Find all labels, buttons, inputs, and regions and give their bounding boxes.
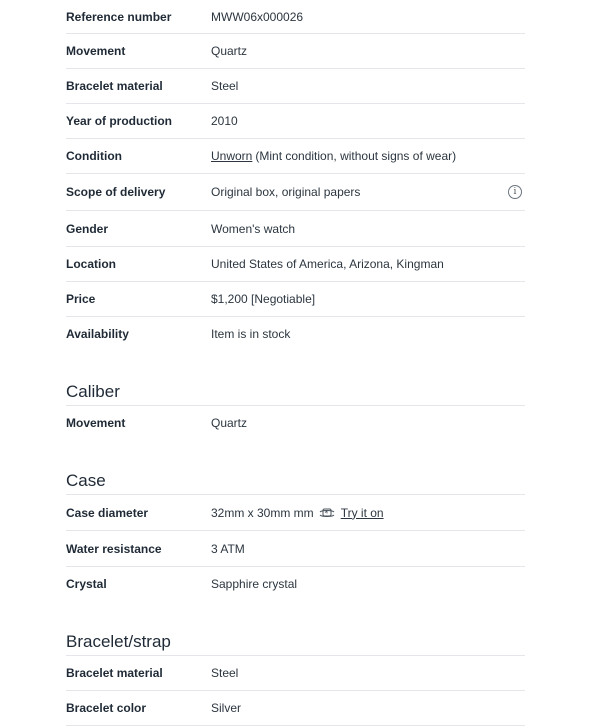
detail-label: Price [66,292,96,306]
detail-row-condition [66,139,525,174]
detail-label: Year of production [66,114,173,128]
case-row-case-diameter [66,495,525,531]
wrist-try-on-icon[interactable] [319,507,335,519]
section-heading-bracelet-strap: Bracelet/strap [66,632,171,651]
detail-value [211,149,456,163]
info-icon[interactable]: i [508,185,522,199]
basic-details-table [66,0,525,351]
detail-row-bracelet-material [66,69,525,104]
case-row-crystal [66,567,525,601]
detail-label: Gender [66,221,109,236]
detail-label: Bracelet color [66,701,147,715]
watch-details-sheet [66,0,525,726]
detail-row-price [66,282,525,317]
detail-label: Movement [66,416,126,430]
detail-value: Silver [211,701,242,715]
detail-value: 2010 [211,114,238,128]
bracelet-row-color [66,691,525,726]
bracelet-row-material [66,656,525,691]
detail-label: Reference number [66,9,172,24]
detail-value: United States of America, Arizona, Kingman [211,257,444,271]
case-section-header [66,440,525,495]
try-it-on-link[interactable]: Try it on [340,505,384,520]
detail-label: Location [66,257,116,271]
detail-label: Bracelet material [66,666,163,680]
condition-description: (Mint condition, without signs of wear) [255,149,457,163]
detail-row-gender [66,211,525,247]
detail-row-reference-number [66,0,525,34]
bracelet-section-header [66,601,525,656]
detail-label: Availability [66,327,129,341]
caliber-row-movement [66,406,525,440]
detail-label: Condition [66,149,122,163]
detail-label: Bracelet material [66,79,163,93]
detail-label: Scope of delivery [66,185,166,199]
detail-value: $1,200 [Negotiable] [211,292,316,306]
detail-value: Quartz [211,416,248,430]
detail-label: Crystal [66,577,107,591]
condition-unworn-link[interactable]: Unworn [211,149,253,163]
section-heading-caliber: Caliber [66,382,120,401]
detail-row-scope-of-delivery [66,174,525,211]
detail-row-location [66,247,525,282]
detail-value: Item is in stock [211,327,291,341]
detail-value [211,506,384,520]
detail-value: Steel [211,666,239,680]
detail-label: Water resistance [66,541,162,556]
detail-value: Original box, original papers [211,185,361,199]
case-row-water-resistance [66,531,525,567]
detail-value: Women's watch [211,221,296,236]
detail-row-year-of-production [66,104,525,139]
detail-row-movement [66,34,525,69]
detail-value: Steel [211,79,239,93]
caliber-section-header [66,351,525,406]
detail-label: Movement [66,44,126,58]
detail-value: Quartz [211,44,248,58]
detail-value: Sapphire crystal [211,577,298,591]
case-diameter-value: 32mm x 30mm mm [211,505,314,520]
detail-label: Case diameter [66,505,149,520]
detail-value: MWW06x000026 [211,9,304,24]
detail-row-availability [66,317,525,351]
section-heading-case: Case [66,471,106,490]
detail-value: 3 ATM [211,541,245,556]
